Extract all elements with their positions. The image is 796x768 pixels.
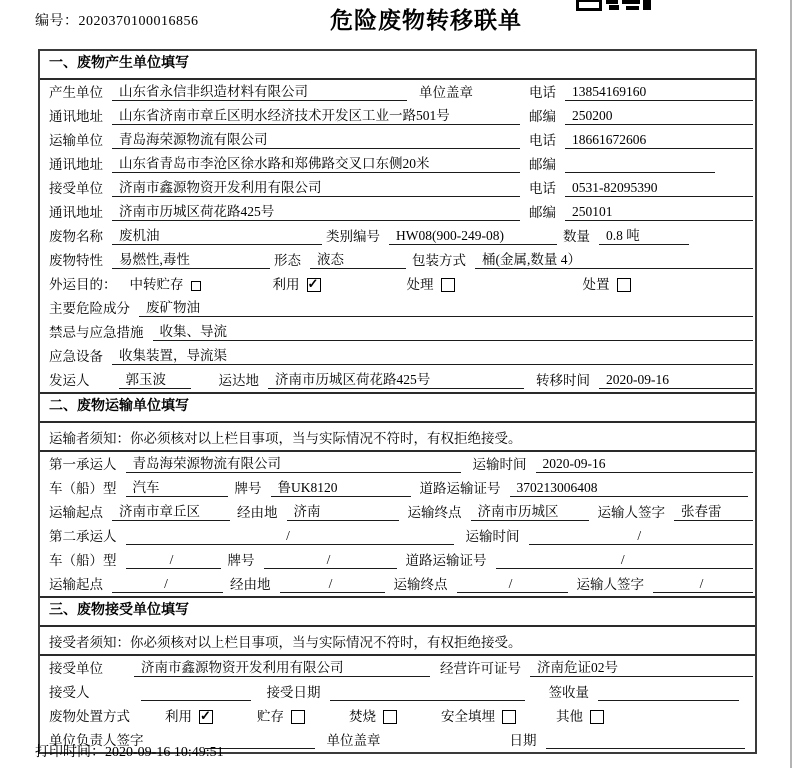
receiver-notice: 接受者须知：你必须核对以上栏目事项，当与实际情况不符时，有权拒绝接受。	[40, 627, 755, 656]
carrier-signature-value: 张春雷	[674, 500, 753, 521]
row-waste-traits	[40, 248, 755, 272]
plate-value: 鲁UK8120	[271, 476, 411, 497]
use-checkbox: ✓	[307, 278, 321, 292]
via-label: 经由地	[230, 577, 271, 592]
accepting-unit-label: 接受单位	[49, 661, 103, 676]
form-state-value: 液态	[310, 248, 406, 269]
row-vehicle-type-2	[40, 548, 755, 572]
row-waste-name	[40, 224, 755, 248]
accept-date-value	[330, 700, 525, 701]
page-title: 危险废物转移联单	[330, 8, 522, 33]
carrier-signature-label: 运输人签字	[597, 505, 665, 520]
row-disposal-method	[40, 704, 755, 728]
transport-time-value: /	[529, 528, 754, 545]
emergency-measures-label: 禁忌与应急措施	[49, 325, 144, 340]
disposal-landfill	[441, 705, 516, 725]
print-time	[35, 741, 224, 761]
phone-label: 电话	[529, 85, 556, 100]
phone-value: 0531-82095390	[565, 180, 753, 197]
other-checkbox	[590, 710, 604, 724]
row-receiver-address	[40, 200, 755, 224]
recipient-value	[141, 700, 251, 701]
window-edge-divider	[790, 0, 792, 768]
transfer-storage-checkbox	[191, 281, 201, 291]
waste-traits-value: 易燃性,毒性	[112, 248, 270, 269]
section1-header: 一、废物产生单位填写	[40, 51, 755, 80]
vehicle-type-value: 汽车	[126, 476, 228, 497]
waste-transfer-form	[38, 49, 757, 754]
row-first-carrier	[40, 452, 755, 476]
disposal-use	[165, 705, 213, 725]
destination-label: 运达地	[218, 373, 259, 388]
responsible-signature-label: 单位负责人签字	[49, 733, 144, 748]
terminus-value: 济南市历城区	[471, 500, 589, 521]
row-shipper	[40, 368, 755, 392]
store-checkbox	[291, 710, 305, 724]
hazard-components-label: 主要危险成分	[49, 301, 130, 316]
received-amount-label: 签收量	[548, 685, 589, 700]
checkbox-label: 其他	[556, 709, 583, 724]
second-carrier-label: 第二承运人	[49, 529, 117, 544]
received-amount-value	[598, 700, 739, 701]
checkbox-label: 中转贮存	[129, 277, 184, 292]
waste-name-label: 废物名称	[49, 229, 103, 244]
qr-code-partial-icon	[576, 0, 652, 11]
outbound-purpose-label: 外运目的：	[49, 277, 117, 292]
zip-label: 邮编	[529, 109, 556, 124]
quantity-label: 数量	[563, 229, 590, 244]
purpose-transfer-storage	[130, 273, 201, 293]
print-time-value: 2020-09-16 10:49:51	[105, 745, 224, 760]
accept-date-label: 接受日期	[266, 685, 321, 700]
address-value: 山东省青岛市李沧区徐水路和郑佛路交叉口东侧20米	[112, 152, 520, 173]
disposal-store	[257, 705, 305, 725]
first-carrier-label: 第一承运人	[49, 457, 117, 472]
address-label: 通讯地址	[49, 205, 103, 220]
emergency-measures-value: 收集、导流	[153, 320, 754, 341]
emergency-equipment-value: 收集装置，导流渠	[112, 344, 753, 365]
transfer-time-label: 转移时间	[536, 373, 590, 388]
checkbox-label: 处理	[406, 277, 434, 292]
transfer-time-value: 2020-09-16	[599, 372, 753, 389]
row-outbound-purpose	[40, 272, 755, 296]
address-value: 济南市历城区荷花路425号	[112, 200, 520, 221]
shipper-label: 发运人	[49, 373, 90, 388]
row-generator-unit	[40, 80, 755, 104]
row-route-1	[40, 500, 755, 524]
dispose-checkbox	[617, 278, 631, 292]
license-number-label: 经营许可证号	[440, 661, 521, 676]
packaging-label: 包装方式	[412, 253, 466, 268]
zip-value	[565, 172, 715, 173]
road-permit-value: /	[496, 552, 754, 569]
row-accepting-unit	[40, 656, 755, 680]
emergency-equipment-label: 应急设备	[49, 349, 103, 364]
use-checkbox: ✓	[199, 710, 213, 724]
road-permit-value: 370213006408	[510, 480, 748, 497]
terminus-value: /	[457, 576, 568, 593]
zip-label: 邮编	[529, 157, 556, 172]
incinerate-checkbox	[383, 710, 397, 724]
phone-label: 电话	[529, 133, 556, 148]
category-code-label: 类别编号	[326, 229, 380, 244]
row-transport-address	[40, 152, 755, 176]
phone-value: 13854169160	[565, 84, 753, 101]
row-transport-unit	[40, 128, 755, 152]
plate-label: 牌号	[227, 553, 255, 568]
generator-unit-label: 产生单位	[49, 85, 103, 100]
quantity-value: 0.8 吨	[599, 224, 689, 245]
via-value: 济南	[287, 500, 399, 521]
checkbox-label: 安全填埋	[441, 709, 495, 724]
via-value: /	[280, 576, 385, 593]
transport-unit-label: 运输单位	[49, 133, 103, 148]
vehicle-type-label: 车（船）型	[49, 481, 117, 496]
origin-label: 运输起点	[49, 577, 103, 592]
unit-seal-label: 单位盖章	[326, 733, 381, 748]
checkbox-label: 利用	[272, 277, 300, 292]
landfill-checkbox	[502, 710, 516, 724]
hazard-components-value: 废矿物油	[139, 296, 753, 317]
receiver-unit-label: 接受单位	[49, 181, 103, 196]
license-number-value: 济南危证02号	[530, 656, 753, 677]
document-number-label: 编号：	[35, 14, 79, 29]
print-time-label: 打印时间：	[35, 745, 105, 760]
shipper-value: 郭玉波	[119, 368, 191, 389]
waste-name-value: 废机油	[112, 224, 322, 245]
section3-header: 三、废物接受单位填写	[40, 596, 755, 627]
phone-value: 18661672606	[565, 132, 753, 149]
first-carrier-value: 青岛海荣源物流有限公司	[126, 452, 461, 473]
checkbox-label: 利用	[165, 709, 192, 724]
purpose-treat	[407, 273, 455, 293]
row-receiver-unit	[40, 176, 755, 200]
form-state-label: 形态	[274, 253, 301, 268]
disposal-method-label: 废物处置方式	[49, 709, 130, 724]
waste-traits-label: 废物特性	[49, 253, 103, 268]
transport-time-label: 运输时间	[465, 529, 520, 544]
transport-time-value: 2020-09-16	[536, 456, 754, 473]
transport-unit-value: 青岛海荣源物流有限公司	[112, 128, 520, 149]
row-emergency-measures	[40, 320, 755, 344]
transporter-notice: 运输者须知：你必须核对以上栏目事项，当与实际情况不符时，有权拒绝接受。	[40, 423, 755, 452]
category-code-value: HW08(900-249-08)	[389, 228, 557, 245]
row-route-2	[40, 572, 755, 596]
zip-value: 250200	[565, 108, 753, 125]
purpose-use	[273, 273, 321, 293]
accepting-unit-value: 济南市鑫源物资开发利用有限公司	[134, 656, 430, 677]
terminus-label: 运输终点	[393, 577, 448, 592]
terminus-label: 运输终点	[407, 505, 462, 520]
disposal-other	[556, 705, 604, 725]
document-number-value: 2020370100016856	[78, 14, 199, 29]
purpose-dispose	[583, 273, 631, 293]
vehicle-type-value: /	[126, 552, 221, 569]
via-label: 经由地	[237, 505, 278, 520]
transport-time-label: 运输时间	[472, 457, 527, 472]
row-second-carrier	[40, 524, 755, 548]
zip-label: 邮编	[529, 205, 556, 220]
second-carrier-value: /	[126, 528, 454, 545]
origin-value: /	[112, 576, 223, 593]
address-label: 通讯地址	[49, 109, 103, 124]
carrier-signature-value: /	[653, 576, 753, 593]
date-value	[546, 748, 746, 749]
carrier-signature-label: 运输人签字	[576, 577, 644, 592]
packaging-value: 桶(金属,数量 4）	[475, 248, 753, 269]
generator-unit-value: 山东省永信非织造材料有限公司	[112, 80, 407, 101]
checkbox-label: 焚烧	[349, 709, 376, 724]
unit-seal-label: 单位盖章	[419, 85, 473, 100]
vehicle-type-label: 车（船）型	[49, 553, 117, 568]
destination-value: 济南市历城区荷花路425号	[268, 368, 524, 389]
plate-label: 牌号	[234, 481, 262, 496]
address-label: 通讯地址	[49, 157, 103, 172]
section2-header: 二、废物运输单位填写	[40, 392, 755, 423]
road-permit-label: 道路运输证号	[405, 553, 487, 568]
checkbox-label: 贮存	[257, 709, 284, 724]
row-generator-address	[40, 104, 755, 128]
row-recipient	[40, 680, 755, 704]
phone-label: 电话	[529, 181, 556, 196]
address-value: 山东省济南市章丘区明水经济技术开发区工业一路501号	[112, 104, 520, 125]
document-number	[35, 10, 199, 30]
zip-value: 250101	[565, 204, 753, 221]
recipient-label: 接受人	[49, 685, 90, 700]
row-vehicle-type-1	[40, 476, 755, 500]
disposal-incinerate	[349, 705, 397, 725]
row-hazard-components	[40, 296, 755, 320]
origin-value: 济南市章丘区	[112, 500, 230, 521]
date-label: 日期	[509, 733, 537, 748]
checkbox-label: 处置	[582, 277, 610, 292]
receiver-unit-value: 济南市鑫源物资开发利用有限公司	[112, 176, 520, 197]
origin-label: 运输起点	[49, 505, 103, 520]
treat-checkbox	[441, 278, 455, 292]
row-emergency-equipment	[40, 344, 755, 368]
road-permit-label: 道路运输证号	[419, 481, 501, 496]
plate-value: /	[264, 552, 397, 569]
